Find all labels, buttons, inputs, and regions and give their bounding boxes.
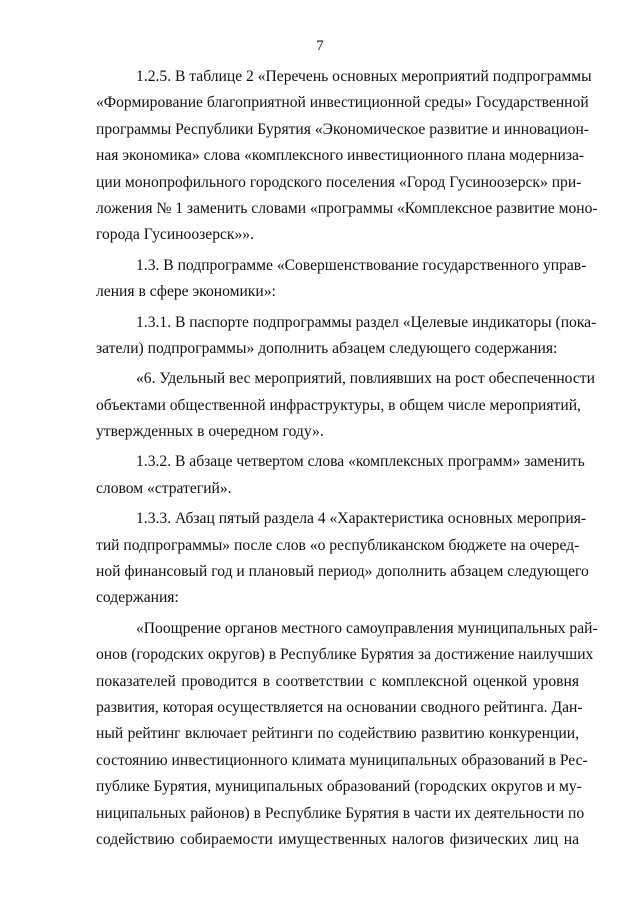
text-line: тий подпрограммы» после слов «о республиканском бюджете на очеред- xyxy=(96,536,580,554)
text-line: «Формирование благоприятной инвестиционной среды» Государственной xyxy=(96,94,589,112)
text-line: 1.3.1. В паспорте подпрограммы раздел «Целевые индикаторы (пока- xyxy=(136,313,597,331)
text-line: ложения № 1 заменить словами «программы «Комплексное развитие моно- xyxy=(96,199,598,217)
text-line: публике Бурятия, муниципальных образований (городских округов и му- xyxy=(96,778,582,796)
text-line: утвержденных в очередном году». xyxy=(96,423,324,441)
page-number: 7 xyxy=(316,38,324,54)
text-line: 1.3. В подпрограмме «Совершенствование государственного управ- xyxy=(136,256,587,274)
text-line: развития, которая осуществляется на основании сводного рейтинга. Дан- xyxy=(96,698,583,716)
text-line: ции монопрофильного городского поселения «Город Гусиноозерск» при- xyxy=(96,173,582,191)
text-line: объектами общественной инфраструктуры, в общем числе мероприятий, xyxy=(96,396,581,414)
text-line: 1.2.5. В таблице 2 «Перечень основных мероприятий подпрограммы xyxy=(136,68,592,85)
text-line: ной финансовый год и плановый период» дополнить абзацем следующего xyxy=(96,563,589,581)
text-line: «6. Удельный вес мероприятий, повлиявших на рост обеспеченности xyxy=(136,370,595,388)
text-line: содержания: xyxy=(96,589,179,607)
text-line: словом «стратегий». xyxy=(96,479,232,497)
text-line: «Поощрение органов местного самоуправления муниципальных рай- xyxy=(136,619,598,637)
text-line: города Гусиноозерск»». xyxy=(96,226,254,244)
text-line: программы Республики Бурятия «Экономическое развитие и инновацион- xyxy=(96,120,589,138)
text-line: содействию собираемости имущественных налогов физических лиц на xyxy=(96,830,579,848)
text-line: ления в сфере экономики»: xyxy=(96,283,276,301)
text-line: 1.3.2. В абзаце четвертом слова «комплексных программ» заменить xyxy=(136,453,585,471)
text-line: 1.3.3. Абзац пятый раздела 4 «Характеристика основных мероприя- xyxy=(136,510,587,528)
text-line: показателей проводится в соответствии с комплексной оценкой уровня xyxy=(96,672,579,690)
text-line: онов (городских округов) в Республике Бурятия за достижение наилучших xyxy=(96,646,594,664)
text-line: затели) подпрограммы» дополнить абзацем следующего содержания: xyxy=(96,339,558,357)
text-line: ная экономика» слова «комплексного инвестиционного плана модерниза- xyxy=(96,147,585,165)
text-line: ниципальных районов) в Республике Бурятия в части их деятельности по xyxy=(96,804,585,822)
document-body xyxy=(96,64,598,853)
text-line: состоянию инвестиционного климата муниципальных образований в Рес- xyxy=(96,751,588,769)
text-line: ный рейтинг включает рейтинги по содействию развитию конкуренции, xyxy=(96,725,579,743)
